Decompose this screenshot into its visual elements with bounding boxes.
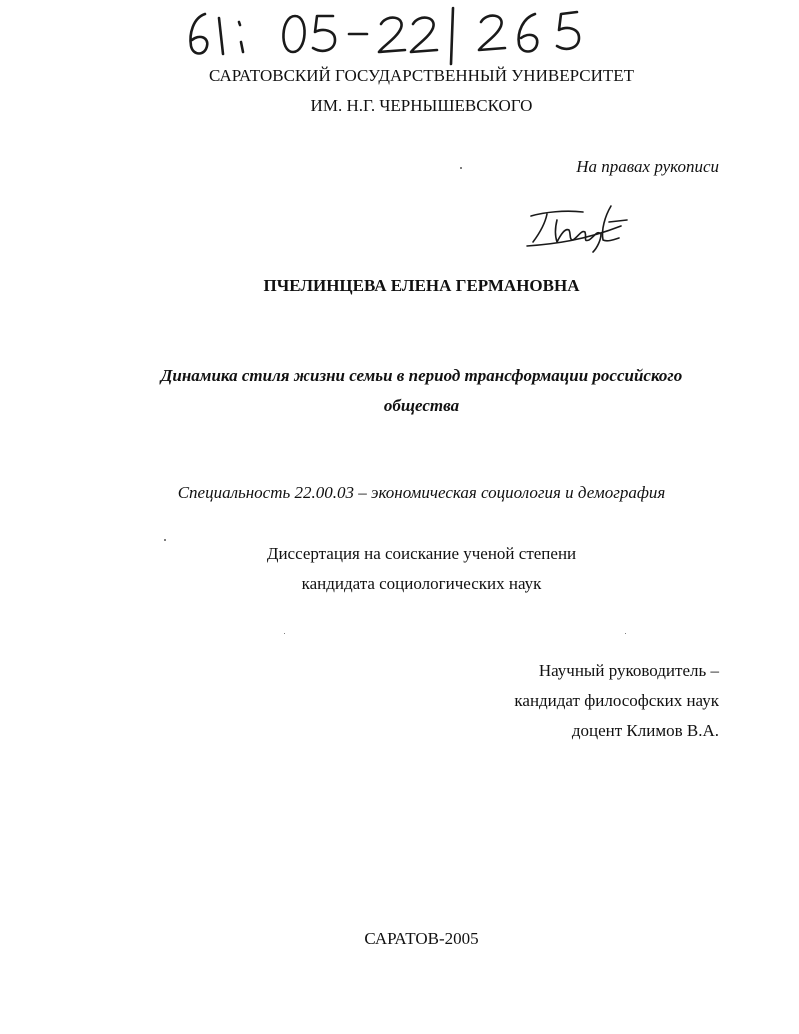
city-year: САРАТОВ-2005	[364, 929, 479, 948]
degree-line2: кандидата социологических наук	[301, 574, 542, 593]
scan-speck	[625, 633, 626, 634]
advisor-degree: кандидат философских наук	[514, 691, 719, 710]
thesis-title-line1: Динамика стиля жизни семьи в период трансформации российского	[160, 366, 683, 385]
advisor-name: доцент Климов В.А.	[571, 721, 719, 740]
manuscript-rights-note: На правах рукописи	[576, 157, 719, 176]
thesis-title-line2: общества	[383, 396, 460, 415]
specialty-line: Специальность 22.00.03 – экономическая социология и демография	[177, 483, 666, 502]
scan-speck	[164, 539, 166, 541]
university-named-after: ИМ. Н.Г. ЧЕРНЫШЕВСКОГО	[310, 96, 533, 115]
scan-speck	[284, 633, 285, 634]
author-name: ПЧЕЛИНЦЕВА ЕЛЕНА ГЕРМАНОВНА	[263, 276, 580, 295]
advisor-title: Научный руководитель –	[538, 661, 719, 680]
degree-line1: Диссертация на соискание ученой степени	[266, 544, 577, 563]
scan-speck	[460, 167, 462, 169]
author-signature	[525, 200, 635, 255]
university-name: САРАТОВСКИЙ ГОСУДАРСТВЕННЫЙ УНИВЕРСИТЕТ	[208, 66, 635, 85]
handwritten-archive-number	[183, 4, 603, 66]
